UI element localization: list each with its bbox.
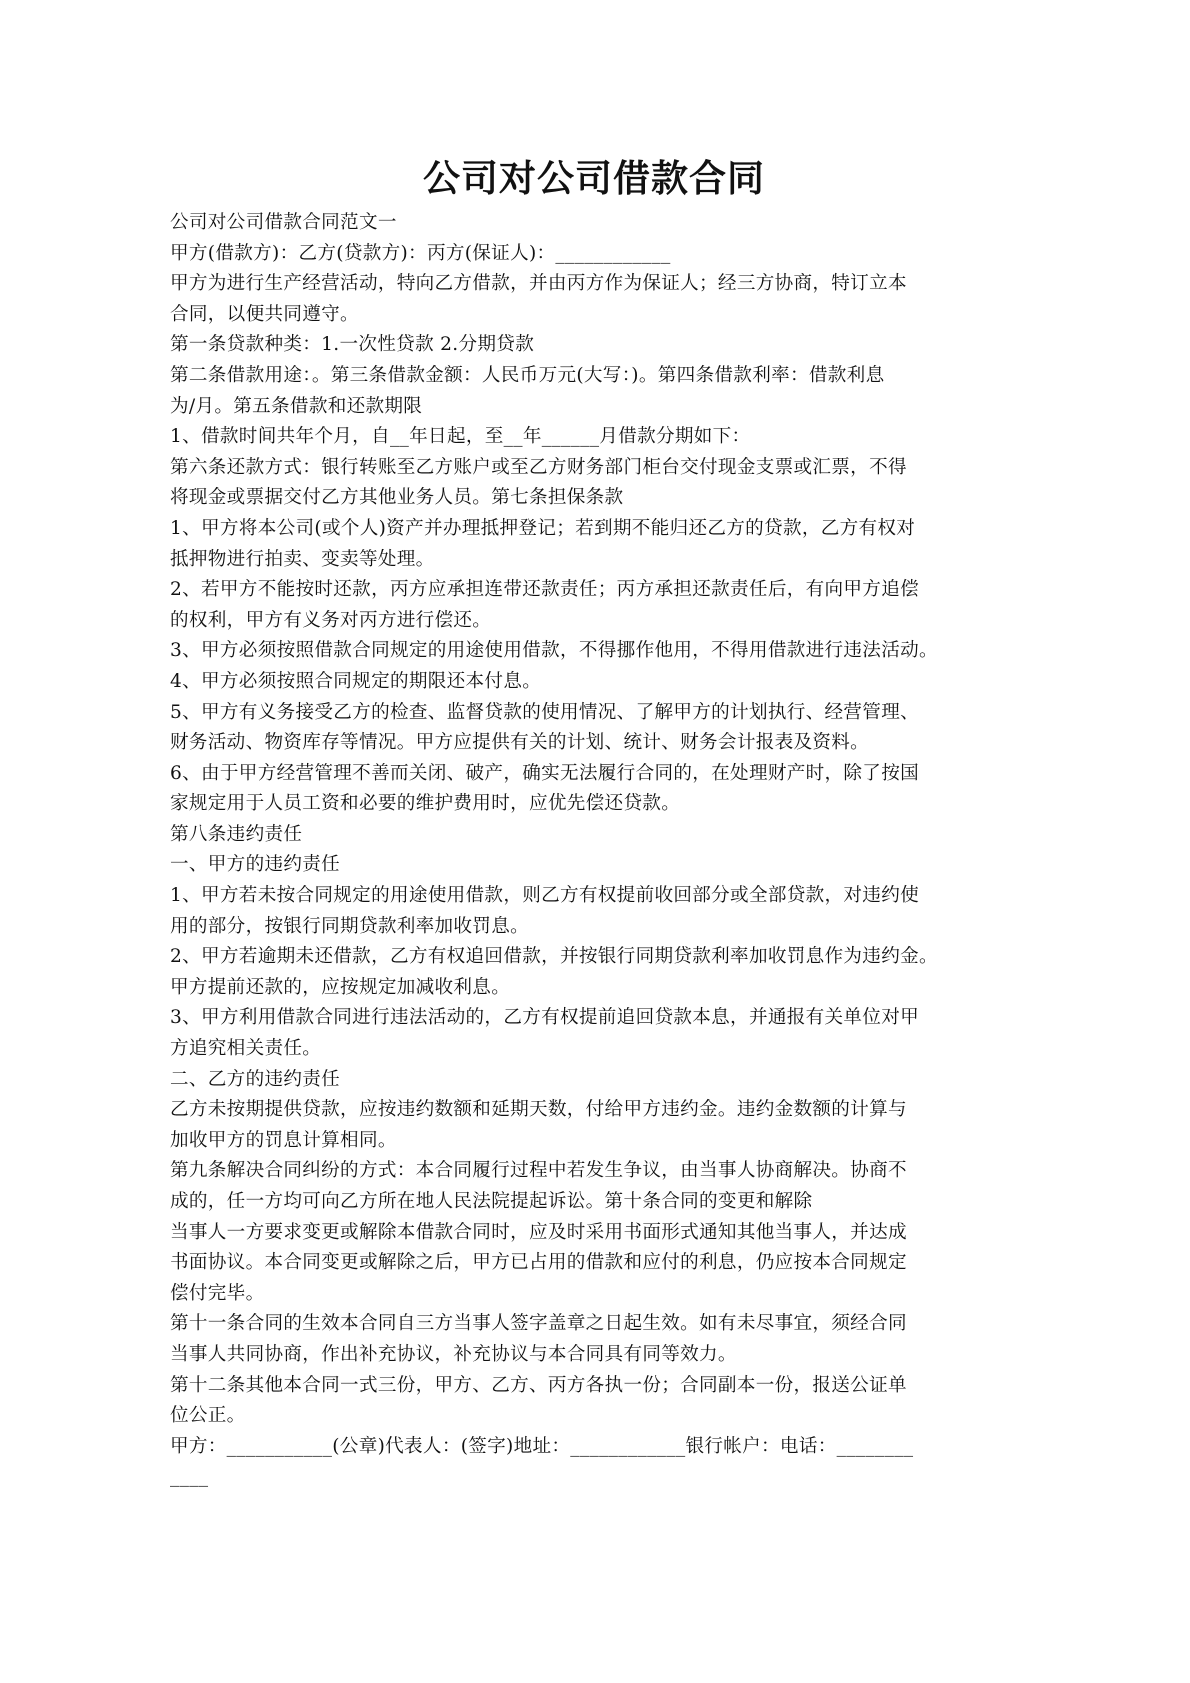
text-line: 第六条还款方式：银行转账至乙方账户或至乙方财务部门柜台交付现金支票或汇票，不得	[170, 456, 907, 478]
text-line: 将现金或票据交付乙方其他业务人员。第七条担保条款	[170, 487, 624, 509]
text-line: 2、若甲方不能按时还款，丙方应承担连带还款责任；丙方承担还款责任后，有向甲方追偿	[170, 579, 919, 601]
text-line: 一、甲方的违约责任	[170, 854, 341, 876]
text-line: 3、甲方必须按照借款合同规定的用途使用借款，不得挪作他用，不得用借款进行违法活动。	[170, 640, 938, 662]
text-line: 3、甲方利用借款合同进行违法活动的，乙方有权提前追回贷款本息，并通报有关单位对甲	[170, 1007, 919, 1029]
text-line: 合同，以便共同遵守。	[170, 303, 359, 325]
text-line: 1、借款时间共年个月，自__年日起，至__年______月借款分期如下：	[170, 426, 751, 448]
text-line: 1、甲方若未按合同规定的用途使用借款，则乙方有权提前收回部分或全部贷款，对违约使	[170, 885, 919, 907]
text-line: 为/月。第五条借款和还款期限	[170, 395, 423, 417]
text-line: 2、甲方若逾期未还借款，乙方有权追回借款，并按银行同期贷款利率加收罚息作为违约金。	[170, 946, 938, 968]
text-line: 成的，任一方均可向乙方所在地人民法院提起诉讼。第十条合同的变更和解除	[170, 1191, 813, 1212]
text-line: 6、由于甲方经营管理不善而关闭、破产，确实无法履行合同的，在处理财产时，除了按国	[170, 762, 919, 784]
text-line: 第一条贷款种类：1.一次性贷款 2.分期贷款	[170, 334, 535, 356]
text-line: 第十二条其他本合同一式三份，甲方、乙方、丙方各执一份；合同副本一份，报送公证单	[170, 1374, 907, 1396]
text-line: 二、乙方的违约责任	[170, 1068, 341, 1090]
text-line: 当事人一方要求变更或解除本借款合同时，应及时采用书面形式通知其他当事人，并达成	[170, 1221, 907, 1243]
text-line: 第八条违约责任	[170, 823, 303, 845]
text-line: 当事人共同协商，作出补充协议，补充协议与本合同具有同等效力。	[170, 1343, 737, 1365]
text-line: 5、甲方有义务接受乙方的检查、监督贷款的使用情况、了解甲方的计划执行、经营管理、	[170, 701, 919, 723]
text-line: 甲方提前还款的，应按规定加减收利息。	[170, 976, 511, 998]
text-line: 第十一条合同的生效本合同自三方当事人签字盖章之日起生效。如有未尽事宜，须经合同	[170, 1313, 907, 1335]
text-line: 加收甲方的罚息计算相同。	[170, 1129, 397, 1151]
text-line: 第二条借款用途：。第三条借款金额：人民币万元(大写：)。第四条借款利率：借款利息	[170, 364, 885, 386]
text-line: 财务活动、物资库存等情况。甲方应提供有关的计划、统计、财务会计报表及资料。	[170, 732, 870, 754]
text-line: 甲方：___________(公章)代表人：(签字)地址：____________银行帐户：电话：________	[170, 1435, 914, 1457]
text-line: 的权利，甲方有义务对丙方进行偿还。	[170, 609, 492, 631]
document-title: 公司对公司借款合同	[423, 157, 765, 200]
text-line: 第九条解决合同纠纷的方式：本合同履行过程中若发生争议，由当事人协商解决。协商不	[170, 1160, 907, 1182]
text-line: 4、甲方必须按照合同规定的期限还本付息。	[170, 670, 542, 692]
text-line: 位公正。	[170, 1405, 246, 1427]
text-line: 方追究相关责任。	[170, 1038, 322, 1060]
text-line: 1、甲方将本公司(或个人)资产并办理抵押登记；若到期不能归还乙方的贷款，乙方有权对	[170, 517, 916, 539]
text-line: 偿付完毕。	[170, 1282, 265, 1304]
text-line: 公司对公司借款合同范文一	[170, 212, 397, 233]
text-line: 甲方(借款方)：乙方(贷款方)：丙方(保证人)：____________	[170, 242, 671, 264]
text-line: 抵押物进行拍卖、变卖等处理。	[170, 548, 435, 570]
document-body	[170, 208, 1018, 1493]
text-line: 甲方为进行生产经营活动，特向乙方借款，并由丙方作为保证人；经三方协商，特订立本	[170, 273, 907, 295]
text-line: 家规定用于人员工资和必要的维护费用时，应优先偿还贷款。	[170, 793, 681, 815]
text-line: ____	[170, 1466, 209, 1488]
text-line: 书面协议。本合同变更或解除之后，甲方已占用的借款和应付的利息，仍应按本合同规定	[170, 1252, 907, 1274]
text-line: 乙方未按期提供贷款，应按违约数额和延期天数，付给甲方违约金。违约金数额的计算与	[170, 1099, 907, 1121]
document-page	[170, 150, 1018, 1493]
text-line: 用的部分，按银行同期贷款利率加收罚息。	[170, 915, 529, 937]
